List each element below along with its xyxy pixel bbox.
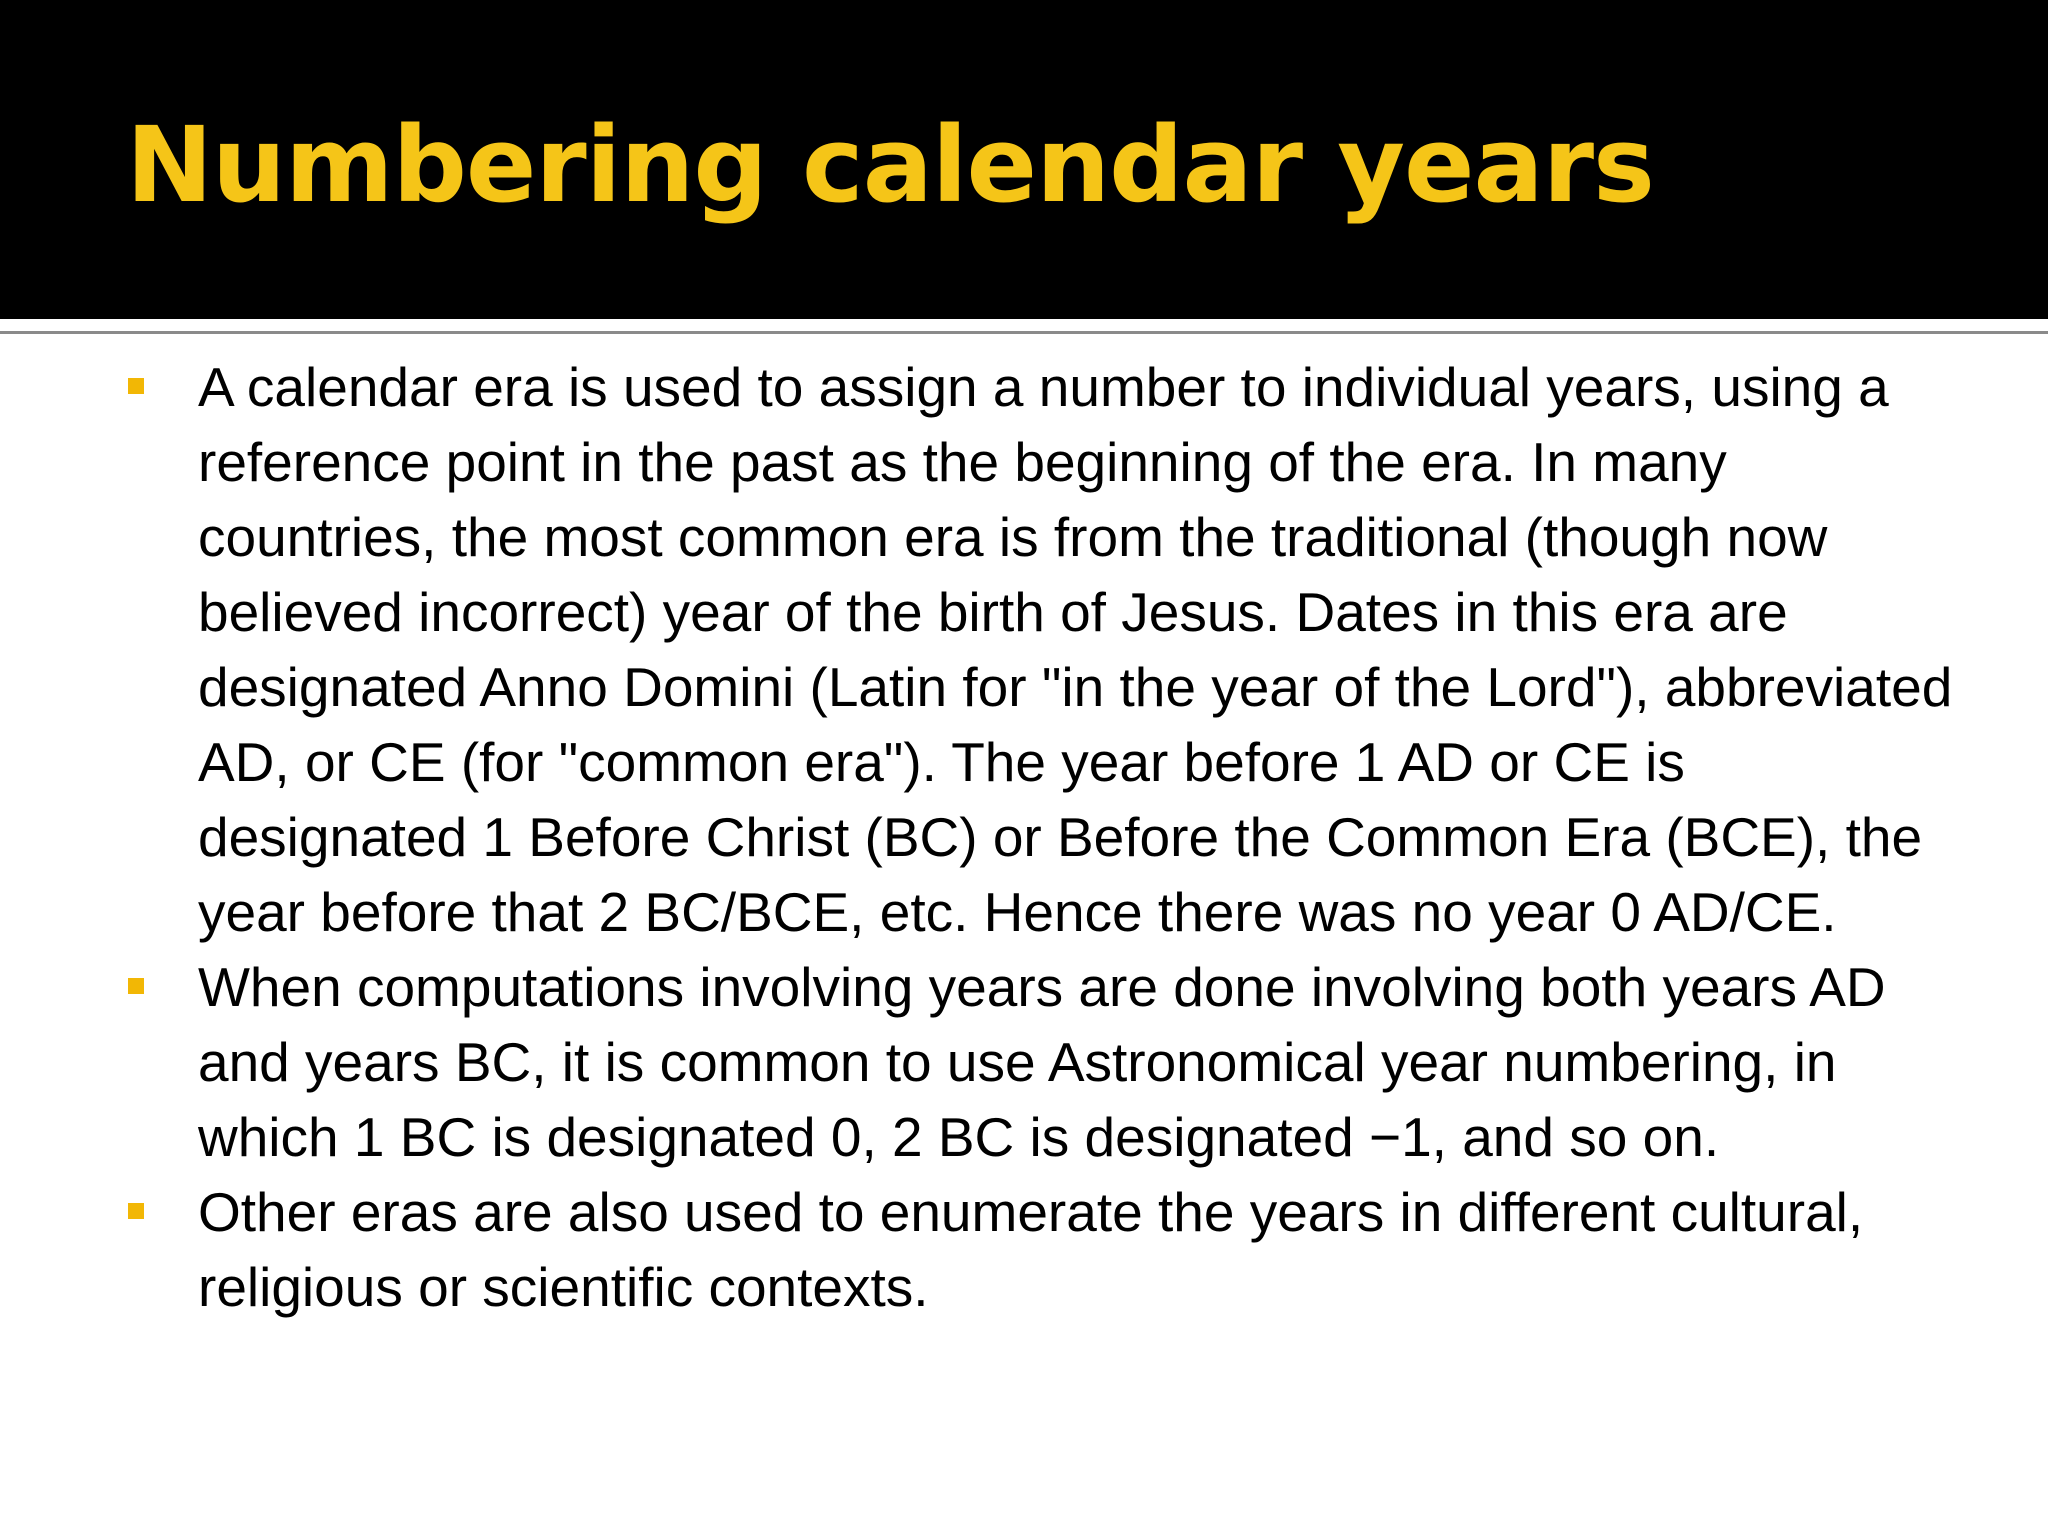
bullet-text: When computations involving years are done involving both years AD and years BC, it is common to use Astronomical year numbering, in which 1 BC is designated 0, 2 BC is designated −1, and so on. [198,956,1886,1168]
bullet-item [120,350,1960,950]
bullet-item [120,1175,1960,1325]
title-bar [0,0,2048,319]
bullet-item [120,950,1960,1175]
bullet-text: Other eras are also used to enumerate the years in different cultural, religious or scientific contexts. [198,1181,1864,1318]
title-divider-thick [0,319,2048,324]
square-bullet-icon [128,978,144,994]
square-bullet-icon [128,1203,144,1219]
square-bullet-icon [128,378,144,394]
title-divider-thin [0,331,2048,334]
bullet-list [120,350,1960,1325]
slide-title: Numbering calendar years [126,104,1654,226]
bullet-text: A calendar era is used to assign a number to individual years, using a reference point in the past as the beginning of the era. In many countries, the most common era is from the traditional (though now believed incorrect) year of the birth of Jesus. Dates in this era are designated Anno Domini (Latin for "in the year of the Lord"), abbreviated AD, or CE (for "common era"). The year before 1 AD or CE is designated 1 Before Christ (BC) or Before the Common Era (BCE), the year before that 2 BC/BCE, etc. Hence there was no year 0 AD/CE. [198,356,1953,943]
